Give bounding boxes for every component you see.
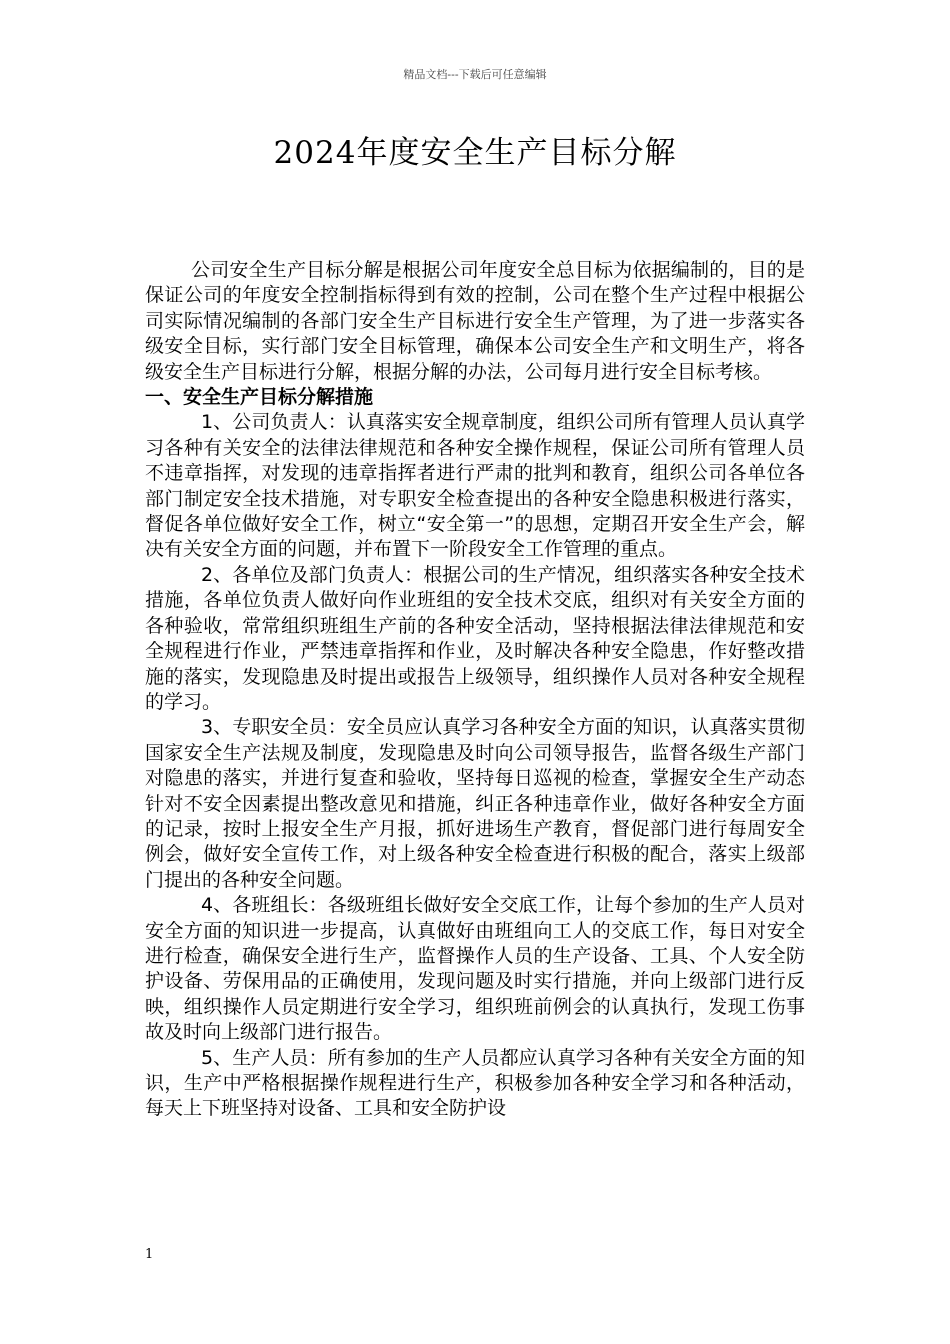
page-number: 1 <box>145 1247 154 1262</box>
item-paragraph-5: 5、生产人员：所有参加的生产人员都应认真学习各种有关安全方面的知识，生产中严格根据操作规程进行生产，积极参加各种安全学习和各种活动，每天上下班坚持对设备、工具和安全防护设 <box>145 1046 805 1120</box>
intro-paragraph: 公司安全生产目标分解是根据公司年度安全总目标为依据编制的，目的是保证公司的年度安全控制指标得到有效的控制，公司在整个生产过程中根据公司实际情况编制的各部门安全生产目标进行安全生产管理，为了进一步落实各级安全目标，实行部门安全目标管理，确保本公司安全生产和文明生产，将各级安全生产目标进行分解，根据分解的办法，公司每月进行安全目标考核。 <box>145 259 805 383</box>
item-paragraph-1: 1、公司负责人：认真落实安全规章制度，组织公司所有管理人员认真学习各种有关安全的法律法律规范和各种安全操作规程，保证公司所有管理人员不违章指挥，对发现的违章指挥者进行严肃的批判和教育，组织公司各单位各部门制定安全技术措施，对专职安全检查提出的各种安全隐患积极进行落实，督促各单位做好安全工作，树立“安全第一”的思想，定期召开安全生产会，解决有关安全方面的问题，并布置下一阶段安全工作管理的重点。 <box>145 411 805 561</box>
page-header: 精品文档---下载后可任意编辑 <box>403 68 547 81</box>
document-body <box>145 258 805 1122</box>
item-paragraph-2: 2、各单位及部门负责人：根据公司的生产情况，组织落实各种安全技术措施，各单位负责人做好向作业班组的安全技术交底，组织对有关安全方面的各种验收，常常组织班组生产前的各种安全活动，坚持根据法律法律规范和安全规程进行作业，严禁违章指挥和作业，及时解决各种安全隐患，作好整改措施的落实，发现隐患及时提出或报告上级领导，组织操作人员对各种安全规程的学习。 <box>145 563 805 713</box>
section-heading: 一、安全生产目标分解措施 <box>145 386 374 409</box>
document-title: 2024年度安全生产目标分解 <box>273 135 677 171</box>
item-paragraph-3: 3、专职安全员：安全员应认真学习各种安全方面的知识，认真落实贯彻国家安全生产法规及制度，发现隐患及时向公司领导报告，监督各级生产部门对隐患的落实，并进行复查和验收，坚持每日巡视的检查，掌握安全生产动态针对不安全因素提出整改意见和措施，纠正各种违章作业，做好各种安全方面的记录，按时上报安全生产月报，抓好进场生产教育，督促部门进行每周安全例会，做好安全宣传工作，对上级各种安全检查进行积极的配合，落实上级部门提出的各种安全问题。 <box>145 716 805 891</box>
item-paragraph-4: 4、各班组长：各级班组长做好安全交底工作，让每个参加的生产人员对安全方面的知识进一步提高，认真做好由班组向工人的交底工作，每日对安全进行检查，确保安全进行生产，监督操作人员的生产设备、工具、个人安全防护设备、劳保用品的正确使用，发现问题及时实行措施，并向上级部门进行反映，组织操作人员定期进行安全学习，组织班前例会的认真执行，发现工伤事故及时向上级部门进行报告。 <box>145 894 805 1044</box>
